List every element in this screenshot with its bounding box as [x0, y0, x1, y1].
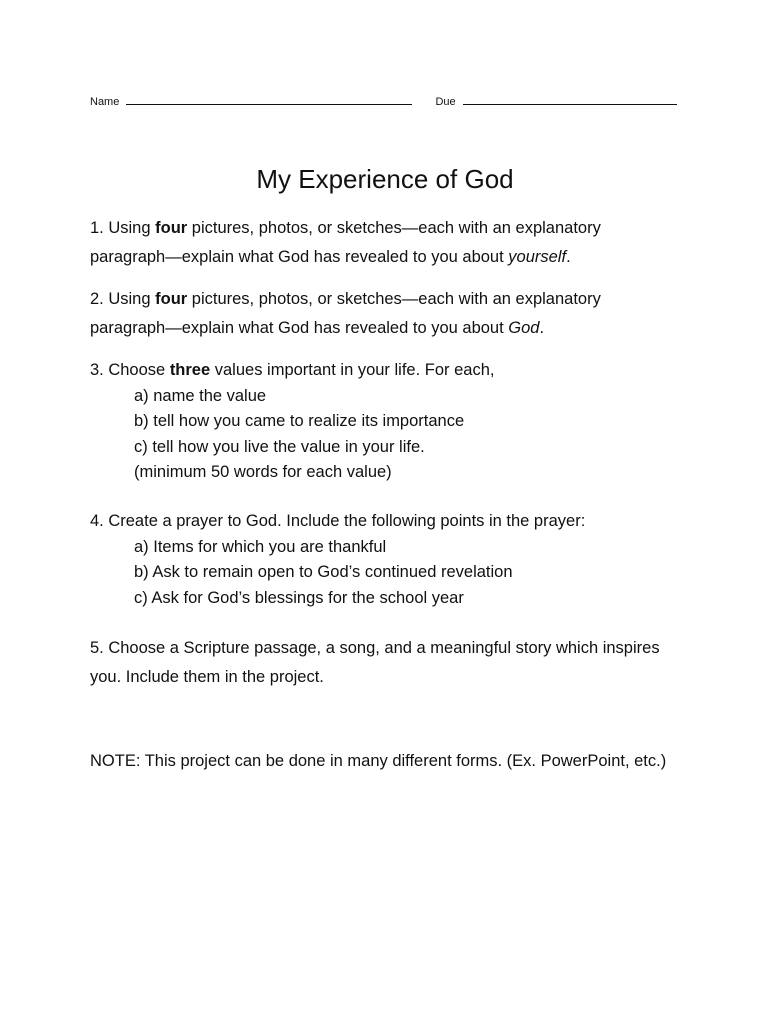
instruction-4-sub-b: b) Ask to remain open to God’s continued revelation	[134, 563, 513, 581]
instruction-2	[90, 285, 680, 343]
page-title: My Experience of God	[256, 164, 514, 194]
instruction-3	[90, 358, 690, 486]
instruction-1-bold: four	[155, 219, 188, 237]
instruction-2-bold: four	[155, 290, 188, 308]
instruction-2-prefix: 2. Using	[90, 290, 156, 308]
instruction-3-line	[90, 358, 690, 384]
due-field[interactable]	[463, 94, 677, 105]
header-row	[90, 94, 690, 109]
instruction-3-note: (minimum 50 words for each value)	[134, 463, 392, 481]
instruction-4-sub-a: a) Items for which you are thankful	[134, 537, 387, 556]
instruction-5: 5. Choose a Scripture passage, a song, and a meaningful story which inspires you. Include them in the project.	[90, 639, 660, 686]
instruction-1-prefix: 1. Using	[90, 219, 156, 237]
due-label: Due	[435, 96, 456, 108]
instruction-4	[90, 509, 690, 611]
instruction-3-suffix: values important in your life. For each,	[210, 361, 495, 379]
instruction-1-middle: pictures, photos, or sketches—each with an explanatory paragraph—explain what God has revealed to you about	[90, 219, 601, 266]
note: NOTE: This project can be done in many different forms. (Ex. PowerPoint, etc.)	[90, 752, 667, 770]
instruction-3-sub-c: c) tell how you live the value in your life.	[134, 437, 425, 456]
instruction-3-prefix: 3. Choose	[90, 361, 170, 379]
instruction-2-middle: pictures, photos, or sketches—each with an explanatory paragraph—explain what God has revealed to you about	[90, 290, 601, 337]
instruction-3-sub-b: b) tell how you came to realize its importance	[134, 412, 465, 430]
instruction-4-line: 4. Create a prayer to God. Include the following points in the prayer:	[90, 512, 586, 530]
instruction-3-sub-a: a) name the value	[134, 386, 267, 405]
instruction-1	[90, 214, 680, 272]
instruction-1-italic: yourself	[508, 248, 567, 266]
instruction-2-suffix: .	[539, 319, 545, 337]
instruction-1-suffix: .	[566, 248, 571, 266]
instruction-2-italic: God	[508, 319, 540, 337]
name-field[interactable]	[126, 94, 412, 105]
instruction-4-sub-c: c) Ask for God’s blessings for the school year	[134, 588, 464, 607]
instruction-3-bold: three	[169, 361, 211, 379]
name-label: Name	[90, 96, 120, 108]
